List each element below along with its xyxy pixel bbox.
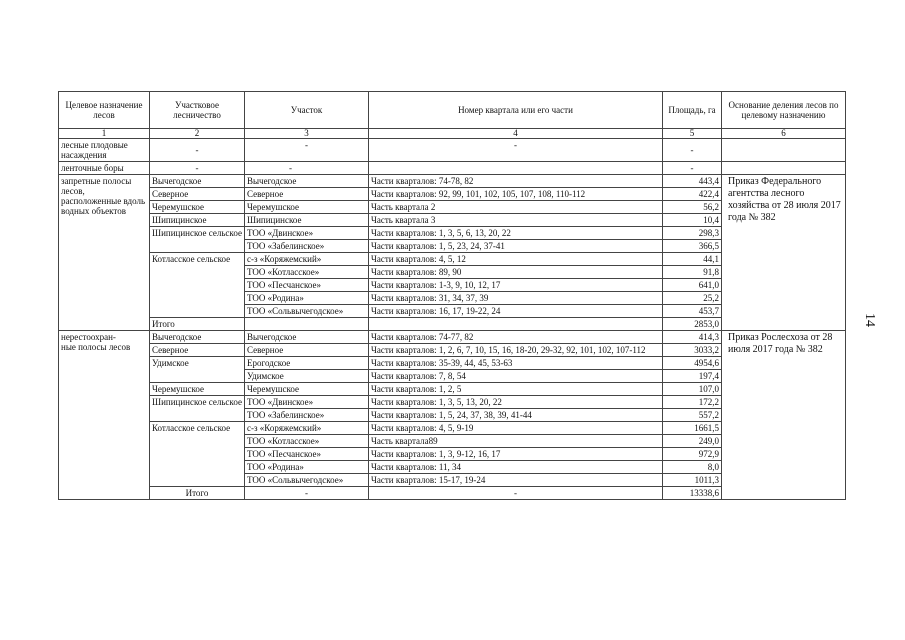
quarter-cell bbox=[369, 318, 663, 331]
quarter-cell: Части кварталов: 4, 5, 9-19 bbox=[369, 422, 663, 435]
purpose-cell bbox=[59, 331, 150, 500]
purpose-cell: лесные плодовые насаждения bbox=[59, 139, 150, 162]
forestry-cell: Черемушское bbox=[150, 383, 245, 396]
total-label: Итого bbox=[150, 318, 245, 331]
site-cell: ТОО «Забелинское» bbox=[245, 409, 369, 422]
area-cell: 8,0 bbox=[663, 461, 722, 474]
purpose-cell: ленточные боры bbox=[59, 162, 150, 175]
forestry-cell: Вычегодское bbox=[150, 331, 245, 344]
site-cell: - bbox=[245, 139, 369, 162]
site-cell bbox=[245, 318, 369, 331]
quarter-cell: Части кварталов: 92, 99, 101, 102, 105, 107, 108, 110-112 bbox=[369, 188, 663, 201]
site-cell: с-з «Коряжемский» bbox=[245, 253, 369, 266]
forestry-cell: Котласское сельское bbox=[150, 422, 245, 487]
quarter-cell: - bbox=[369, 139, 663, 162]
quarter-cell: Части кварталов: 89, 90 bbox=[369, 266, 663, 279]
col-number: 5 bbox=[663, 129, 722, 139]
site-cell: Черемушское bbox=[245, 383, 369, 396]
header-basis: Основание деления лесов по целевому назначению bbox=[722, 92, 846, 129]
col-number: 6 bbox=[722, 129, 846, 139]
quarter-cell: Часть квартала 2 bbox=[369, 201, 663, 214]
basis-cell bbox=[722, 139, 846, 162]
area-cell: 1661,5 bbox=[663, 422, 722, 435]
area-cell: 366,5 bbox=[663, 240, 722, 253]
area-cell: 107,0 bbox=[663, 383, 722, 396]
total-area: 2853,0 bbox=[663, 318, 722, 331]
site-cell: ТОО «Песчанское» bbox=[245, 279, 369, 292]
quarter-cell: Части кварталов: 4, 5, 12 bbox=[369, 253, 663, 266]
site-cell: Ерогодское bbox=[245, 357, 369, 370]
site-cell: Северное bbox=[245, 188, 369, 201]
quarter-cell: Части кварталов: 35-39, 44, 45, 53-63 bbox=[369, 357, 663, 370]
header-area: Площадь, га bbox=[663, 92, 722, 129]
quarter-cell: Части кварталов: 1, 3, 5, 13, 20, 22 bbox=[369, 396, 663, 409]
site-cell: Вычегодское bbox=[245, 331, 369, 344]
purpose-cell: запретные полосы лесов, расположенные вдоль водных объектов bbox=[59, 175, 150, 331]
quarter-cell: Части кварталов: 74-78, 82 bbox=[369, 175, 663, 188]
header-forestry: Участковое лесничество bbox=[150, 92, 245, 129]
site-cell: ТОО «Сольвычегодское» bbox=[245, 305, 369, 318]
col-number: 1 bbox=[59, 129, 150, 139]
forestry-cell: Черемушское bbox=[150, 201, 245, 214]
site-cell: Шипицинское bbox=[245, 214, 369, 227]
quarter-cell: Части кварталов: 1, 2, 6, 7, 10, 15, 16, 18-20, 29-32, 92, 101, 102, 107-112 bbox=[369, 344, 663, 357]
table-row bbox=[59, 162, 846, 175]
site-cell: ТОО «Родина» bbox=[245, 461, 369, 474]
site-cell: - bbox=[245, 162, 369, 175]
quarter-cell: Части кварталов: 31, 34, 37, 39 bbox=[369, 292, 663, 305]
site-cell: Вычегодское bbox=[245, 175, 369, 188]
column-number-row bbox=[59, 129, 846, 139]
quarter-cell: Части кварталов: 1, 3, 5, 6, 13, 20, 22 bbox=[369, 227, 663, 240]
header-purpose: Целевое назначение лесов bbox=[59, 92, 150, 129]
area-cell: 172,2 bbox=[663, 396, 722, 409]
site-cell: ТОО «Забелинское» bbox=[245, 240, 369, 253]
forest-purpose-table bbox=[58, 91, 846, 500]
area-cell: 972,9 bbox=[663, 448, 722, 461]
site-cell: ТОО «Двинское» bbox=[245, 227, 369, 240]
quarter-cell: Части кварталов: 16, 17, 19-22, 24 bbox=[369, 305, 663, 318]
area-cell: 422,4 bbox=[663, 188, 722, 201]
site-cell: ТОО «Котласское» bbox=[245, 435, 369, 448]
quarter-cell bbox=[369, 162, 663, 175]
area-cell: 25,2 bbox=[663, 292, 722, 305]
col-number: 2 bbox=[150, 129, 245, 139]
area-cell: 10,4 bbox=[663, 214, 722, 227]
quarter-cell: Части кварталов: 1, 5, 23, 24, 37-41 bbox=[369, 240, 663, 253]
area-cell: - bbox=[663, 162, 722, 175]
header-quarter: Номер квартала или его части bbox=[369, 92, 663, 129]
forestry-cell: Шипицинское сельское bbox=[150, 396, 245, 422]
area-cell: 453,7 bbox=[663, 305, 722, 318]
area-cell: 298,3 bbox=[663, 227, 722, 240]
quarter-cell: Части кварталов: 7, 8, 54 bbox=[369, 370, 663, 383]
area-cell: 443,4 bbox=[663, 175, 722, 188]
site-cell: Черемушское bbox=[245, 201, 369, 214]
page-number: 14 bbox=[862, 313, 877, 327]
forestry-cell: Котласское сельское bbox=[150, 253, 245, 318]
site-cell: с-з «Коряжемский» bbox=[245, 422, 369, 435]
quarter-cell: Части кварталов: 15-17, 19-24 bbox=[369, 474, 663, 487]
area-cell: 249,0 bbox=[663, 435, 722, 448]
forestry-cell: Вычегодское bbox=[150, 175, 245, 188]
col-number: 4 bbox=[369, 129, 663, 139]
site-cell: Северное bbox=[245, 344, 369, 357]
total-label: Итого bbox=[150, 487, 245, 500]
quarter-cell: Части кварталов: 1-3, 9, 10, 12, 17 bbox=[369, 279, 663, 292]
site-cell: Удимское bbox=[245, 370, 369, 383]
area-cell: 91,8 bbox=[663, 266, 722, 279]
area-cell: 414,3 bbox=[663, 331, 722, 344]
area-cell: 44,1 bbox=[663, 253, 722, 266]
quarter-cell: Части кварталов: 11, 34 bbox=[369, 461, 663, 474]
site-cell: ТОО «Родина» bbox=[245, 292, 369, 305]
area-cell: 1011,3 bbox=[663, 474, 722, 487]
forestry-cell: Шипицинское bbox=[150, 214, 245, 227]
forestry-cell: Северное bbox=[150, 188, 245, 201]
area-cell: 557,2 bbox=[663, 409, 722, 422]
forestry-cell: Северное bbox=[150, 344, 245, 357]
quarter-cell: Часть квартала89 bbox=[369, 435, 663, 448]
quarter-cell: Часть квартала 3 bbox=[369, 214, 663, 227]
forestry-cell: - bbox=[150, 139, 245, 162]
quarter-cell: Части кварталов: 1, 2, 5 bbox=[369, 383, 663, 396]
purpose-line: нерестоохран- bbox=[61, 332, 116, 342]
area-cell: 56,2 bbox=[663, 201, 722, 214]
purpose-line: ные полосы лесов bbox=[61, 342, 131, 352]
area-cell: 641,0 bbox=[663, 279, 722, 292]
col-number: 3 bbox=[245, 129, 369, 139]
site-cell: - bbox=[245, 487, 369, 500]
site-cell: ТОО «Песчанское» bbox=[245, 448, 369, 461]
total-area: 13338,6 bbox=[663, 487, 722, 500]
site-cell: ТОО «Сольвычегодское» bbox=[245, 474, 369, 487]
quarter-cell: - bbox=[369, 487, 663, 500]
site-cell: ТОО «Котласское» bbox=[245, 266, 369, 279]
quarter-cell: Части кварталов: 1, 5, 24, 37, 38, 39, 41-44 bbox=[369, 409, 663, 422]
forestry-cell: - bbox=[150, 162, 245, 175]
forestry-cell: Шипицинское сельское bbox=[150, 227, 245, 253]
site-cell: ТОО «Двинское» bbox=[245, 396, 369, 409]
basis-cell: Приказ Рослесхоза от 28 июля 2017 года № 382 bbox=[722, 331, 846, 500]
table-row bbox=[59, 139, 846, 162]
forestry-cell: Удимское bbox=[150, 357, 245, 383]
area-cell: 4954,6 bbox=[663, 357, 722, 370]
area-cell: 197,4 bbox=[663, 370, 722, 383]
basis-cell bbox=[722, 162, 846, 175]
area-cell: - bbox=[663, 139, 722, 162]
quarter-cell: Части кварталов: 74-77, 82 bbox=[369, 331, 663, 344]
table-header-row bbox=[59, 92, 846, 129]
table-row bbox=[59, 331, 846, 344]
quarter-cell: Части кварталов: 1, 3, 9-12, 16, 17 bbox=[369, 448, 663, 461]
basis-cell: Приказ Федерального агентства лесного хозяйства от 28 июля 2017 года № 382 bbox=[722, 175, 846, 331]
header-site: Участок bbox=[245, 92, 369, 129]
table-row bbox=[59, 175, 846, 188]
area-cell: 3033,2 bbox=[663, 344, 722, 357]
